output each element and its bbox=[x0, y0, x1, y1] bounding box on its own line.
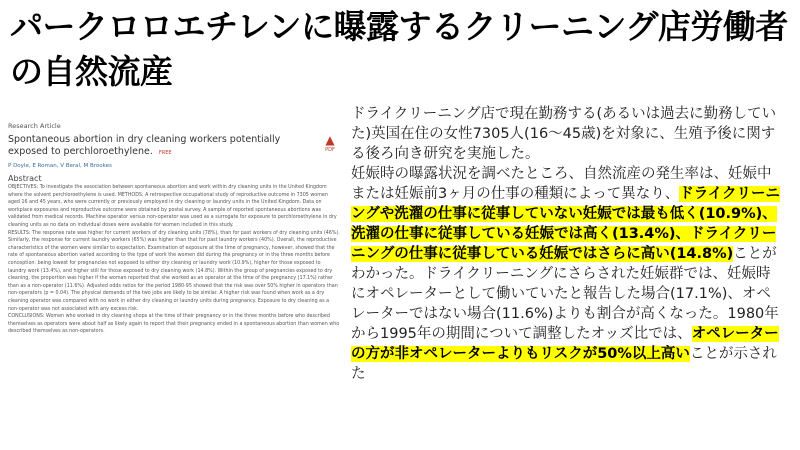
summary-text-a: 妊娠時の曝露状況を調べたところ、自然流産の発生率は、妊娠中または妊娠前3ヶ月の仕事の種類によって異なり、 bbox=[351, 166, 772, 202]
abstract-objectives: OBJECTIVES: To investigate the association between spontaneous abortion and work within dry cleaning units in the United Kingdom where the solvent perchloroethylene is used. METHODS: A retrospective occupational study of reproductive outcome in 7305 women aged 16 and 45 years, who were currently or previously employed in dry cleaning or laundry units in the United Kingdom. Data on workplace exposures and reproductive outcome were obtained by postal survey. A sample of reported spontaneous abortions was validated from medical records. Machine operator versus non-operator was used as a surrogate for exposure to perchloroethylene in dry cleaning units as no data on individual doses were available for women included in this study. bbox=[8, 185, 337, 228]
abstract-body bbox=[8, 184, 340, 336]
article-header bbox=[8, 134, 340, 159]
article-authors[interactable]: P Doyle, E Roman, V Beral, M Brookes bbox=[8, 163, 112, 169]
pdf-icon: ▲ bbox=[325, 133, 335, 147]
article-type-label: Research Article bbox=[8, 122, 61, 130]
free-badge: FREE bbox=[158, 150, 172, 156]
abstract-conclusions: CONCLUSIONS: Women who worked in dry cleaning shops at the time of their pregnancy or in the three months before who described themselves as operators were about half as likely again to report that their pregnancy ended in a spontaneous abortion than women who described themselves as non-operators. bbox=[8, 314, 340, 335]
summary-text-c: ことが示された bbox=[351, 346, 777, 382]
summary-paragraph-2 bbox=[351, 164, 781, 384]
summary-paragraph-1: ドライクリーニング店で現在勤務する(あるいは過去に勤務していた)英国在住の女性7305人(16〜45歳)を対象に、生殖予後に関する後ろ向き研究を実施した。 bbox=[351, 106, 777, 162]
abstract-heading: Abstract bbox=[8, 174, 42, 183]
summary-text-b: ことがわかった。ドライクリーニングにさらされた妊娠群では、妊娠時にオペレーターとして働いていたと報告した場合(17.1%)、オペレーターではない場合(11.6%)よりも割合が高くなった。1980年から1995年の期間について調整したオッズ比では、 bbox=[351, 246, 779, 342]
abstract-results: RESULTS: The response rate was higher for current workers of dry cleaning units (78%), than for past workers of dry cleaning units (46%). Similarly, the response for current laundry workers (65%) was higher than that for past laundry workers (40%). Overall, the reproductive characteristics of the women were similar to expectation. Examination of exposure at the time of pregnancy, however, showed that the rate of spontaneous abortion varied according to the type of work the women did during the pregnancy or in the three months before conception: being lowest for pregnancies not exposed to either dry cleaning or laundry work (10.9%), higher for those exposed to laundry work (13.4%), and higher still for those exposed to dry cleaning work (14.8%). Within the group of pregnancies exposed to dry cleaning, the proportion was higher if the woman reported that she worked as an operator at the time of the pregnancy (17.1%) rather than as a non-operator (11.6%). Adjusted odds ratios for the period 1980-95 showed that the risk was over 50% higher in operators than non-operators (p = 0.04). The physical demands of the two jobs are likely to be similar. A higher risk was found when work as a dry cleaning operator was compared with no work in either dry cleaning or laundry units during pregnancy. Exposure to dry cleaning as a non-operator was not associated with any excess risk. bbox=[8, 230, 340, 312]
article-title[interactable] bbox=[8, 134, 293, 159]
slide-title: パークロロエチレンに曝露するクリーニング店労働者の自然流産 bbox=[10, 7, 788, 91]
japanese-summary bbox=[351, 104, 781, 384]
article-panel bbox=[8, 122, 340, 336]
pdf-label: PDF bbox=[325, 147, 335, 153]
pdf-button[interactable] bbox=[322, 134, 338, 153]
article-title-text: Spontaneous abortion in dry cleaning workers potentially exposed to perchloroethylene. bbox=[8, 134, 281, 157]
highlight-rates: ドライクリーニングや洗濯の仕事に従事していない妊娠では最も低く(10.9%)、洗濯の仕事に従事している妊娠では高く(13.4%)、ドライクリーニングの仕事に従事している妊娠ではさらに高い(14.8%) bbox=[351, 186, 781, 262]
highlight-risk: オペレーターの方が非オペレーターよりもリスクが50%以上高い bbox=[351, 326, 779, 362]
